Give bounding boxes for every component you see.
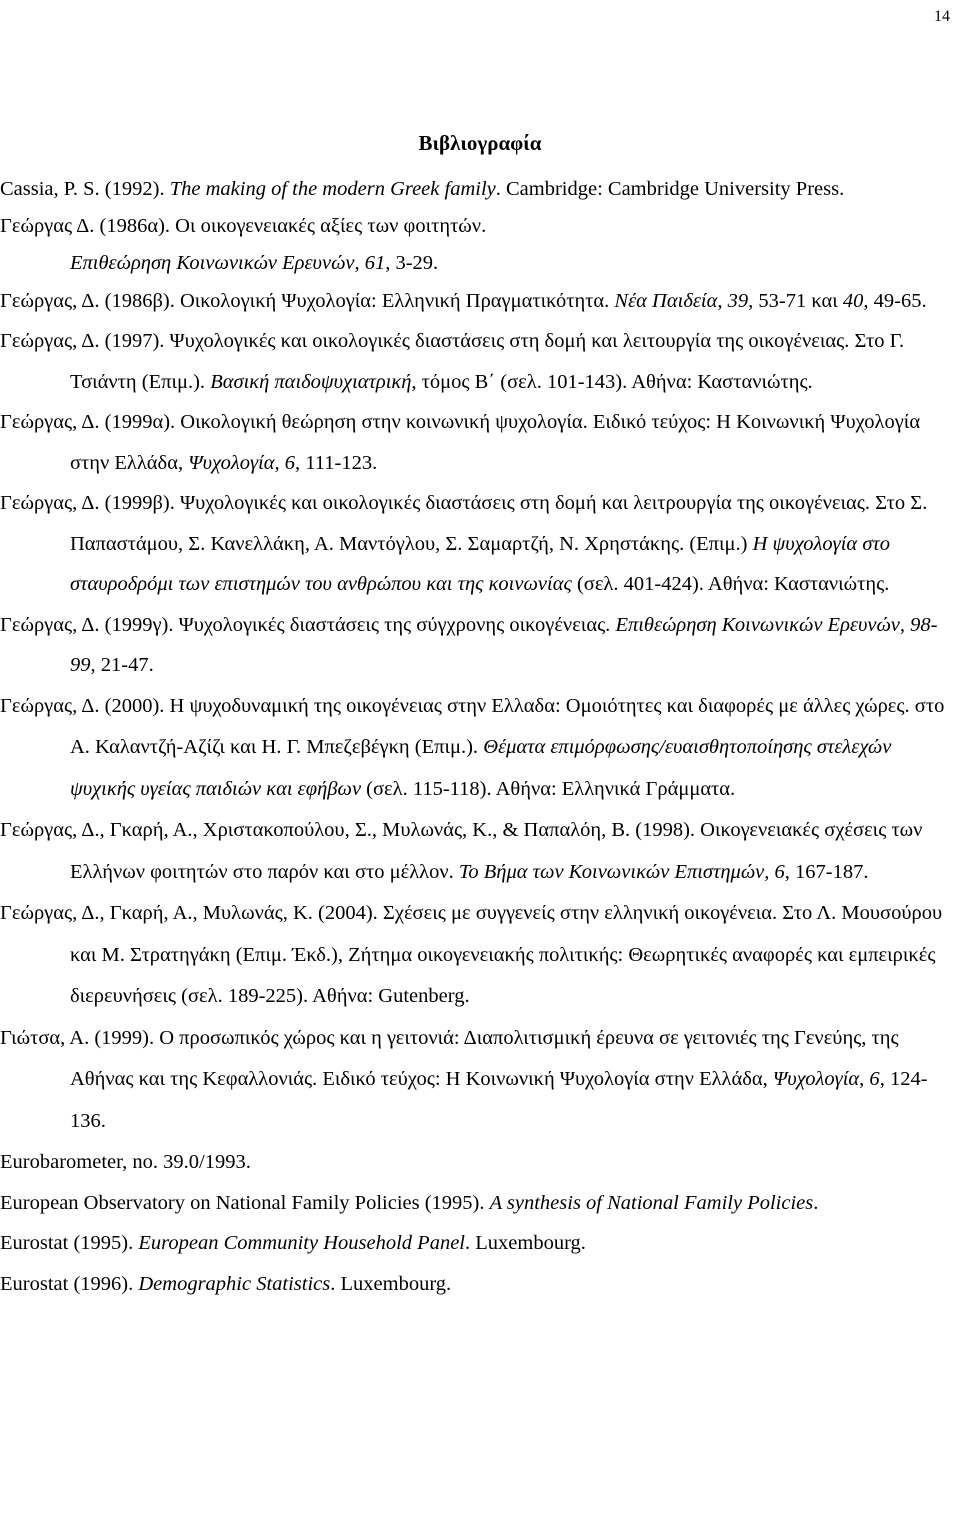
reference-entry bbox=[0, 1264, 948, 1305]
ref-text: Eurobarometer, no. 39.0/1993. bbox=[0, 1151, 251, 1173]
ref-title: Ψυχολογία, 6 bbox=[188, 451, 296, 474]
ref-title: Ψυχολογία, 6 bbox=[772, 1068, 880, 1090]
ref-text: , 111-123. bbox=[295, 451, 378, 474]
reference-entry bbox=[0, 605, 948, 686]
ref-text: , 49-65. bbox=[863, 290, 927, 312]
ref-text: Eurostat (1995). bbox=[0, 1232, 139, 1254]
reference-entry bbox=[0, 1018, 948, 1143]
reference-entry bbox=[0, 483, 948, 605]
ref-text: Γεώργας, Δ. (1999γ). Ψυχολογικές διαστάσεις της σύγχρονης οικογένειας. bbox=[0, 613, 616, 636]
reference-entry bbox=[0, 686, 948, 811]
ref-text: Γεώργας Δ. (1986α). Οι οικογενειακές αξίες των φοιτητών. bbox=[0, 215, 487, 237]
reference-list bbox=[0, 170, 948, 1304]
ref-title: Η ψυχολογία στο σταυροδρόμι των επιστημών του ανθρώπου και της κοινωνίας bbox=[70, 532, 891, 595]
ref-title: Demographic Statistics bbox=[138, 1272, 331, 1295]
reference-entry bbox=[0, 1183, 948, 1224]
page-number: 14 bbox=[934, 8, 950, 25]
ref-text: . Cambridge: Cambridge University Press. bbox=[495, 178, 845, 200]
ref-text: Γεώργας, Δ., Γκαρή, Α., Μυλωνάς, Κ. (2004). Σχέσεις με συγγενείς στην ελληνική οικογένεια. Στο Λ. Μουσούρου και Μ. Στρατηγάκη (Επιμ. Έκδ.), Ζήτημα οικογενειακής πολιτικής: Θεωρητικές αναφορές και εμπειρικές διερευνήσεις (σελ. 189-225). Αθήνα: Gutenberg. bbox=[0, 902, 943, 1007]
ref-text: , 3-29. bbox=[385, 252, 439, 274]
ref-title: Βασική παιδοψυχιατρική bbox=[210, 370, 412, 393]
ref-title: The making of the modern Greek family bbox=[169, 178, 496, 200]
ref-title: Επιθεώρηση Κοινωνικών Ερευνών, 61 bbox=[70, 252, 386, 274]
reference-entry bbox=[0, 282, 948, 321]
reference-entry bbox=[0, 893, 948, 1018]
ref-title: Νέα Παιδεία, 39 bbox=[614, 290, 749, 312]
ref-text: , 167-187. bbox=[784, 860, 869, 883]
ref-text: Γιώτσα, Α. (1999). Ο προσωπικός χώρος και η γειτονιά: Διαπολιτισμική έρευνα σε γειτονιές της Γενεύης, της Αθήνας και της Κεφαλλονιάς. Ειδικό τεύχος: Η Κοινωνική Ψυχολογία στην Ελλάδα, bbox=[0, 1026, 899, 1090]
ref-text: , 124-136. bbox=[70, 1068, 928, 1132]
ref-text: Γεώργας, Δ. (2000). Η ψυχοδυναμική της οικογένειας στην Ελλαδα: Ομοιότητες και διαφορές με άλλες χώρες. στο Α. Καλαντζή-Αζίζι και Η. Γ. Μπεζεβέγκη (Επιμ.). bbox=[0, 694, 945, 758]
ref-text: , 21-47. bbox=[90, 654, 154, 676]
ref-text: Γεώργας, Δ. (1986β). Οικολογική Ψυχολογία: Ελληνική Πραγματικότητα. bbox=[0, 290, 615, 312]
ref-title: Θέματα επιμόρφωσης/ευαισθητοποίησης στελεχών ψυχικής υγείας παιδιών και εφήβων bbox=[70, 736, 892, 800]
ref-text: , 53-71 και bbox=[748, 290, 843, 312]
ref-text: Γεώργας, Δ., Γκαρή, Α., Χριστακοπούλου, Σ., Μυλωνάς, Κ., & Παπαλόη, Β. (1998). Οικογενειακές σχέσεις των Ελλήνων φοιτητών στο παρόν και στο μέλλον. bbox=[0, 819, 923, 883]
ref-text: European Observatory on National Family Policies (1995). bbox=[0, 1191, 490, 1214]
ref-text: Γεώργας, Δ. (1999β). Ψυχολογικές και οικολογικές διαστάσεις στη δομή και λειτρουργία της οικογένειας. Στο Σ. Παπαστάμου, Σ. Κανελλάκη, Α. Μαντόγλου, Σ. Σαμαρτζή, Ν. Χρηστάκης. (Επιμ.) bbox=[0, 492, 928, 555]
ref-title: European Community Household Panel bbox=[138, 1232, 465, 1254]
reference-entry bbox=[0, 208, 948, 282]
ref-text: (σελ. 115-118). Αθήνα: Ελληνικά Γράμματα. bbox=[361, 777, 736, 800]
ref-title: Το Βήμα των Κοινωνικών Επιστημών, 6 bbox=[458, 860, 785, 883]
ref-text: Γεώργας, Δ. (1999α). Οικολογική θεώρηση στην κοινωνική ψυχολογία. Ειδικό τεύχος: Η Κοινωνική Ψυχολογία στην Ελλάδα, bbox=[0, 411, 921, 474]
ref-title: Επιθεώρηση Κοινωνικών Ερευνών, 98-99 bbox=[70, 613, 938, 676]
ref-text: . Luxembourg. bbox=[465, 1232, 586, 1254]
reference-entry bbox=[0, 1142, 948, 1183]
ref-text: . Luxembourg. bbox=[330, 1272, 452, 1295]
ref-text: . bbox=[813, 1191, 819, 1214]
reference-entry bbox=[0, 1223, 948, 1264]
ref-text: (σελ. 401-424). Αθήνα: Καστανιώτης. bbox=[571, 573, 890, 595]
section-heading: Βιβλιογραφία bbox=[418, 131, 542, 155]
reference-entry bbox=[0, 321, 948, 402]
ref-text: Γεώργας, Δ. (1997). Ψυχολογικές και οικολογικές διαστάσεις στη δομή και λειτουργία της οικογένειας. Στο Γ. Τσιάντη (Επιμ.). bbox=[0, 330, 905, 393]
ref-text: Eurostat (1996). bbox=[0, 1272, 139, 1295]
ref-text: , τόμος Β΄ (σελ. 101-143). Αθήνα: Καστανιώτης. bbox=[411, 370, 813, 393]
reference-entry bbox=[0, 810, 948, 893]
reference-entry bbox=[0, 402, 948, 483]
ref-text: Cassia, P. S. (1992). bbox=[0, 178, 170, 200]
ref-volume: 40 bbox=[842, 290, 864, 312]
ref-title: A synthesis of National Family Policies bbox=[489, 1191, 814, 1214]
reference-entry bbox=[0, 170, 948, 208]
